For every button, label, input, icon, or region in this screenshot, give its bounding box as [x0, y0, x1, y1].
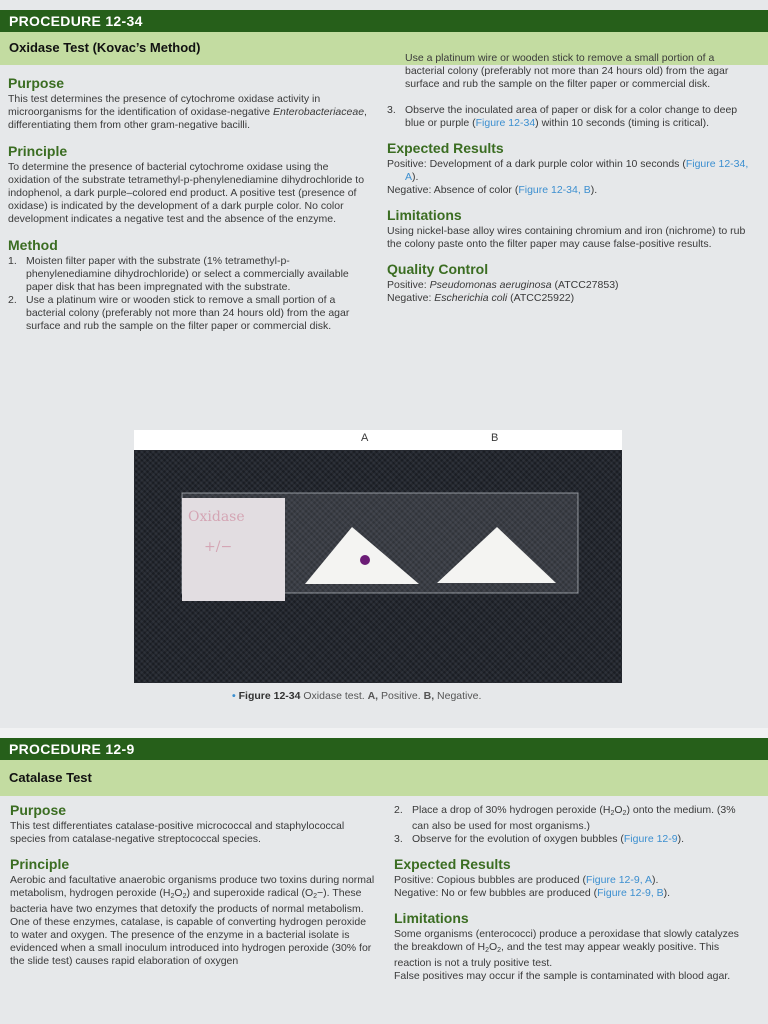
procedure-label: PROCEDURE 12-34	[0, 10, 768, 32]
procedure-label: PROCEDURE 12-9	[0, 738, 768, 760]
qc-positive: Positive: Pseudomonas aeruginosa (ATCC27853)	[387, 279, 619, 291]
figure-link[interactable]: Figure 12-34, B	[518, 184, 591, 196]
positive-result: Positive: Copious bubbles are produced (Figure 12-9, A).	[394, 874, 659, 886]
principle-text: Aerobic and facultative anaerobic organisms produce two toxins during normal metabolism, hydrogen peroxide $(H_2O_2)$ and superoxide radical $(O_2-)$. These bacteria have two enzymes that detoxify the products of normal metabolism. One of these enzymes, catalase, is capable of converting hydrogen peroxide to water and oxygen. The presence of the enzyme in a bacterial isolate is evidenced when a small inoculum introduced into hydrogen peroxide (30% for the slide test) causes rapid elaboration of oxygen	[10, 874, 375, 967]
purpose-heading: Purpose	[8, 75, 65, 91]
purple-spot	[360, 555, 370, 565]
method-step-3: 3. Observe the inoculated area of paper or disk for a color change to deep blue or purple (Figure 12-34) within 10 seconds (timing is critical).	[387, 104, 738, 129]
method-step-3: 3. Observe for the evolution of oxygen bubbles (Figure 12-9).	[394, 833, 685, 845]
limitations-text-2: False positives may occur if the sample is contaminated with blood agar.	[394, 970, 731, 982]
figure-label-strip	[134, 430, 622, 450]
positive-result: Positive: Development of a dark purple color within 10 seconds (Figure 12-34, A).	[387, 158, 749, 183]
oxidase-photo	[134, 450, 622, 683]
figure-12-34	[134, 430, 622, 683]
slide-label-text: Oxidase +/−	[188, 509, 245, 555]
negative-result: Negative: Absence of color (Figure 12-34, B).	[387, 184, 598, 196]
figure-link[interactable]: Figure 12-9, B	[597, 887, 664, 899]
expected-results-heading: Expected Results	[387, 140, 504, 156]
purpose-heading: Purpose	[10, 802, 67, 818]
method-step-2: 2. Place a drop of 30% hydrogen peroxide $(H_2O_2)$ onto the medium. (3% can also be used for most organisms.)	[394, 804, 736, 832]
principle-heading: Principle	[8, 143, 68, 159]
method-step-2-continued: Use a platinum wire or wooden stick to remove a small portion of a bacterial colony (preferably not more than 24 hours old) from the agar surface and rub the sample on the filter paper or commercial disk.	[405, 52, 729, 90]
page-divider	[0, 728, 768, 738]
expected-results-heading: Expected Results	[394, 856, 511, 872]
purpose-text: This test determines the presence of cytochrome oxidase activity in microorganisms for the identification of oxidase-negative Enterobacteriaceae, differentiating them from other gram-negative bacilli.	[8, 93, 367, 131]
method-step-1: 1. Moisten filter paper with the substrate (1% tetramethyl-p-phenylenediamine dihydrochloride) or select a commercially available paper disk that has been impregnated with the substrate.	[8, 255, 349, 293]
left-column	[8, 75, 370, 332]
procedure-12-9	[0, 738, 768, 1024]
qc-negative: Negative: Escherichia coli (ATCC25922)	[387, 292, 575, 304]
procedure-title: Oxidase Test (Kovac’s Method)	[0, 32, 768, 65]
limitations-text: Some organisms (enterococci) produce a peroxidase that slowly catalyzes the breakdown of $H_2O_2$, and the test may appear weakly positive. This reaction is not a truly positive test.	[394, 928, 739, 969]
negative-result: Negative: No or few bubbles are produced (Figure 12-9, B).	[394, 887, 671, 899]
principle-heading: Principle	[10, 856, 70, 872]
label-b: B	[491, 432, 499, 444]
method-step-2: 2. Use a platinum wire or wooden stick to remove a small portion of a bacterial colony (preferably not more than 24 hours old) from the agar surface and rub the sample on the filter paper or commercial disk.	[8, 294, 350, 332]
figure-link[interactable]: Figure 12-34	[475, 117, 536, 129]
figure-link[interactable]: Figure 12-34, A	[405, 158, 749, 183]
purpose-text: This test differentiates catalase-positive micrococcal and staphylococcal species from catalase-negative streptococcal species.	[10, 820, 345, 845]
label-a: A	[361, 432, 369, 444]
right-column	[387, 52, 753, 305]
figure-caption: • Figure 12-34 Oxidase test. A, Positive. B, Negative.	[232, 690, 482, 702]
method-heading: Method	[8, 237, 58, 253]
limitations-text: Using nickel-base alloy wires containing chromium and iron (nichrome) to rub the colony paste onto the filter paper may cause false-positive results.	[387, 225, 746, 250]
principle-text: To determine the presence of bacterial cytochrome oxidase using the oxidation of the substrate tetramethyl-p-phenylenediamine dihydrochloride to indophenol, a dark purple–colored end product. A positive test (presence of oxidase) is indicated by the development of a dark purple color. No color development indicates a negative test and the absence of the enzyme.	[8, 161, 365, 225]
figure-link[interactable]: Figure 12-9, A	[586, 874, 652, 886]
limitations-heading: Limitations	[387, 207, 462, 223]
quality-control-heading: Quality Control	[387, 261, 489, 277]
left-column	[10, 804, 376, 968]
figure-link[interactable]: Figure 12-9	[623, 833, 678, 845]
limitations-heading: Limitations	[394, 910, 469, 926]
procedure-title: Catalase Test	[0, 760, 768, 796]
right-column	[394, 804, 754, 983]
